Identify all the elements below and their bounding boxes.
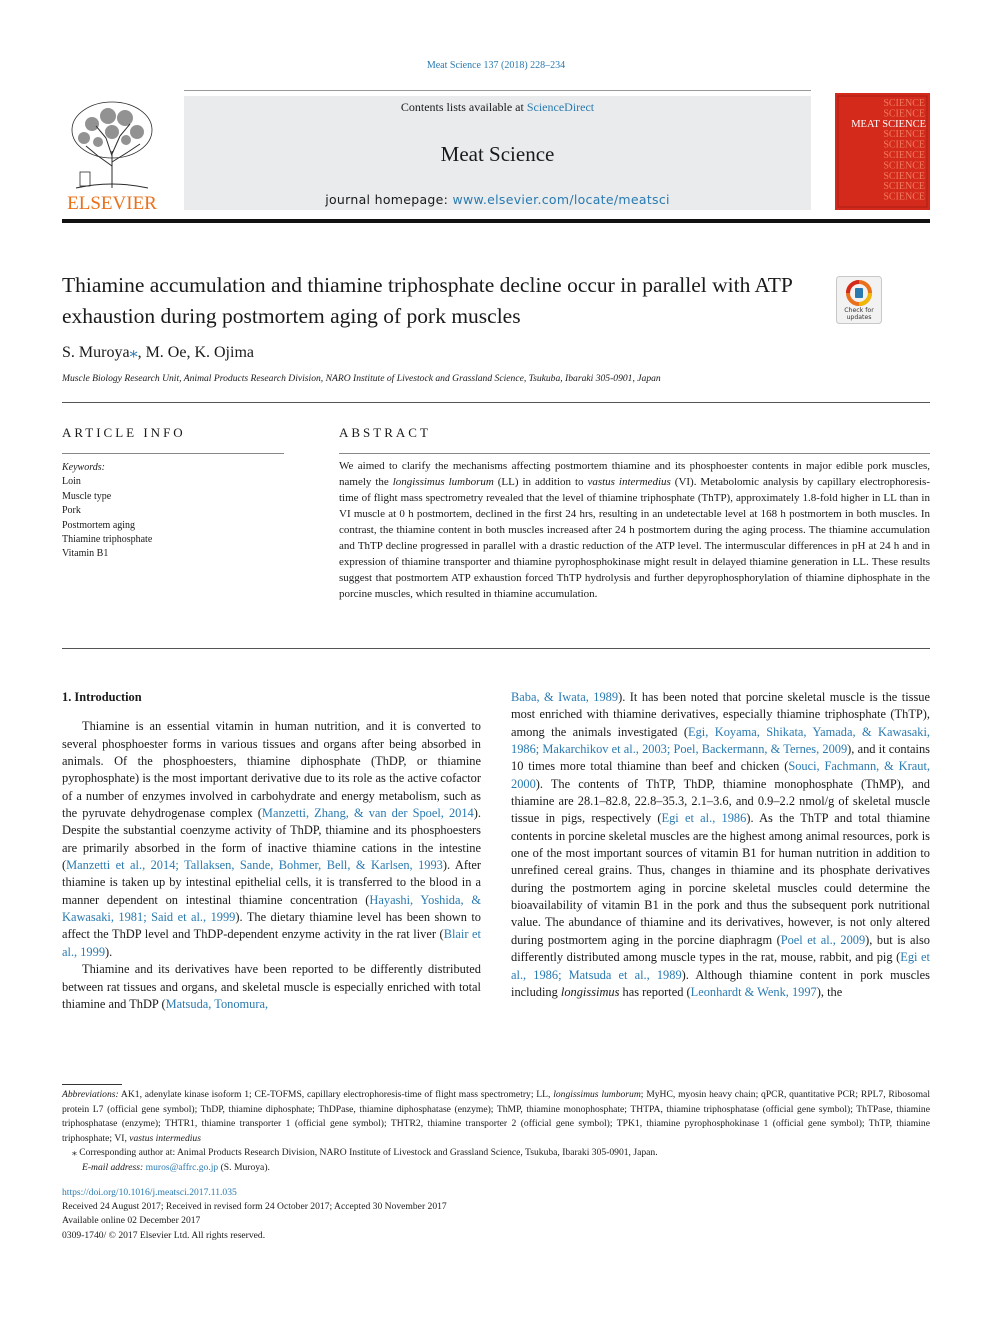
text-segment: ), but is also differently distributed among muscle types in the rat, mouse, rabbit, and pig ( [511, 932, 930, 965]
check-for-updates-button[interactable] [836, 276, 882, 324]
text-segment: Corresponding author at: Animal Products Research Division, NARO Institute of Livestock and Grassland Science, Tsukuba, Ibaraki 305-0901, Japan. [76, 1147, 658, 1158]
text-segment: ). Although thiamine content in pork muscles including [511, 967, 931, 999]
abstract-italic-term: longissimus lumborum [392, 475, 494, 488]
body-column-left [62, 689, 481, 1013]
body-paragraph [62, 961, 481, 1013]
citation-link[interactable]: Manzetti, Zhang, & van der Spoel, 2014 [261, 806, 474, 821]
italic-term: longissimus [560, 984, 620, 999]
footnotes [62, 1088, 930, 1175]
elsevier-logo[interactable] [62, 96, 162, 212]
journal-cover-image [835, 93, 930, 210]
citation-link[interactable]: Baba, & Iwata, 1989 [511, 690, 619, 704]
journal-homepage-line [184, 192, 811, 207]
doi-link[interactable]: https://doi.org/10.1016/j.meatsci.2017.11.035 [62, 1187, 237, 1198]
cover-word: SCIENCE [883, 139, 925, 151]
publisher-name: ELSEVIER [67, 193, 157, 212]
text-segment: ). It has been noted that porcine skeletal muscle is the tissue most enriched with thiamine derivatives, especially thiamine triphosphate (ThTP), among the animals investigated ( [511, 690, 930, 739]
section-heading-introduction: 1. Introduction [62, 690, 142, 704]
text-segment: ). The contents of ThTP, ThDP, thiamine monophosphate (ThMP), and thiamine are 28.1–82.8, 22.8–35.3, 2.1–3.6, and 0.9–2.2 nmol/g of skeletal muscle tissue in pigs, respectively ( [511, 776, 930, 826]
body-paragraph [511, 689, 930, 1001]
keyword-item: Pork [62, 505, 81, 517]
text-segment: ). After thiamine is taken up by intestinal epithelial cells, it is transferred to the blood in a manner dependent on intestinal thiamine concentration ( [62, 858, 482, 907]
cover-word: SCIENCE [883, 160, 925, 172]
article-title: Thiamine accumulation and thiamine triphosphate decline occur in parallel with ATP exhaustion during postmortem aging of pork muscles [62, 273, 792, 328]
other-authors: , M. Oe, K. Ojima [137, 344, 254, 361]
article-metadata [62, 1186, 930, 1243]
cover-word: SCIENCE [883, 98, 925, 109]
keyword-item: Vitamin B1 [62, 548, 109, 560]
body-column-right [511, 689, 930, 1001]
abstract-segment: (VI). Metabolomic analysis by capillary electrophoresis-time of flight mass spectrometry revealed that the level of thiamine triphosphate (ThTP), approximately 1.8-fold higher in LL than in VI muscle at 0 h postmortem, declined in the first 24 hrs, resulting in an undetectable level at 168 h postmortem in both muscles. In contrast, the thiamine content in both muscles increased after 24 h postmortem during the aging process. The thiamine accumulation and ThTP decline progressed in parallel with a drastic reduction of the ATP level. The intermuscular differences in pH at 24 h and in expression of thiamine transporter and thiamine pyrophosphokinase might result in delayed thiamine generation in LL. These results suggest that postmortem ATP exhaustion forced ThTP hydrolysis and further depyrophosphorylation of thiamine diphosphate in the porcine muscles, which resulted in thiamine accumulation. [339, 475, 930, 600]
keywords-label: Keywords: [62, 462, 105, 473]
footnote-rule [62, 1084, 122, 1085]
contents-available-line [184, 100, 811, 115]
keyword-item: Postmortem aging [62, 519, 136, 531]
sciencedirect-link[interactable]: ScienceDirect [526, 100, 595, 114]
text-segment: ; MyHC, myosin heavy chain; qPCR, quantitative PCR; RPL7, Ribosomal protein L7 (official gene symbol); ThDP, thiamine diphosphate; ThDPase, thiamine diphosphatase (enzyme); ThMP, thiamine monophosphate; THTPA, thiamine triphosphatase (official gene symbol); ThTPase, thiamine triphosphatase (enzyme); THTR1, thiamine transporter 1 (official gene symbol); THTR2, thiamine transporter 2 (official gene symbol); TPK1, thiamine pyrophosphokinase 1 (official gene symbol); ThTP, thiamine triphosphate; VI, [62, 1089, 930, 1144]
footnote-mark: ⁎ [72, 1147, 77, 1158]
homepage-prefix: journal homepage: [325, 192, 453, 207]
cover-word: MEAT SCIENCE [851, 118, 926, 130]
cover-word: SCIENCE [883, 181, 925, 193]
abstract-divider [62, 648, 930, 649]
cover-word: SCIENCE [883, 129, 925, 141]
citation-link[interactable]: Egi et al., 1986 [661, 811, 747, 826]
text-segment: ). The dietary thiamine level has been shown to affect the ThDP level and ThDP-dependent enzyme activity in the rat liver ( [62, 910, 482, 942]
elsevier-tree-icon [62, 96, 162, 212]
email-link[interactable]: muros@affrc.go.jp [145, 1161, 219, 1173]
journal-citation-link[interactable]: Meat Science 137 (2018) 228–234 [426, 60, 566, 71]
keyword-item: Muscle type [62, 490, 112, 502]
citation-link[interactable]: Egi, Koyama, Shikata, Yamada, & Kawasaki, 1986; Makarchikov et al., 2003; Poel, Backermann, & Ternes, 2009 [511, 724, 930, 757]
abbreviations-footnote [62, 1088, 930, 1146]
abstract-italic-term: vastus intermedius [587, 475, 671, 488]
text-segment: Thiamine is an essential vitamin in human nutrition, and it is converted to several phosphoester forms in various tissues and organs after being absorbed in animals. Of the phosphoesters, thiamine diphosphate (ThDP, or thiamine pyrophosphate) is the most important derivative due to its role as the active cofactor of a number of enzymes involved in carbohydrate and energy metabolism, such as the pyruvate dehydrogenase complex ( [62, 719, 481, 821]
abstract-heading: ABSTRACT [339, 425, 431, 440]
text-segment: AK1, adenylate kinase isoform 1; CE-TOFMS, capillary electrophoresis-time of flight mass spectrometry; LL, [118, 1089, 554, 1100]
italic-term: vastus intermedius [129, 1132, 201, 1144]
header-top-rule [184, 90, 811, 91]
citation-link[interactable]: Blair et al., 1999 [62, 927, 481, 959]
journal-name: Meat Science [440, 142, 555, 166]
text-segment: ), and it contains 10 times more total thiamine than beef and chicken ( [511, 742, 930, 774]
citation-link[interactable]: Hayashi, Yoshida, & Kawasaki, 1981; Said et al., 1999 [62, 892, 481, 925]
author-1: S. Muroya [62, 344, 130, 361]
homepage-link[interactable]: www.elsevier.com/locate/meatsci [452, 192, 670, 207]
text-segment: (S. Muroya). [218, 1161, 270, 1173]
abstract-segment: (LL) in addition to [493, 475, 588, 488]
header-divider [62, 219, 930, 223]
citation-link[interactable]: Egi et al., 1986; Matsuda et al., 1989 [511, 950, 930, 982]
corresponding-author-footnote [62, 1146, 930, 1161]
citation-link[interactable]: Souci, Fachmann, & Kraut, 2000 [511, 759, 930, 791]
email-label: E-mail address: [82, 1161, 144, 1173]
available-online-date: Available online 02 December 2017 [62, 1215, 201, 1227]
text-segment: has reported ( [619, 984, 691, 999]
citation-link[interactable]: Poel et al., 2009 [780, 932, 866, 947]
citation-link[interactable]: Manzetti et al., 2014; Tallaksen, Sande, Bohmer, Bell, & Karlsen, 1993 [66, 858, 443, 873]
text-segment: ). [105, 944, 113, 959]
body-paragraph [62, 718, 481, 961]
abstract-rule [339, 453, 930, 454]
cover-word: SCIENCE [883, 191, 925, 203]
email-footnote [62, 1161, 930, 1176]
keywords-block [62, 461, 284, 562]
abstract-segment: We aimed to clarify the mechanisms affecting postmortem thiamine and its phosphoester contents in major edible pork muscles, namely the [339, 460, 930, 488]
corresponding-author-mark[interactable]: ⁎ [129, 344, 138, 361]
received-dates: Received 24 August 2017; Received in revised form 24 October 2017; Accepted 30 November 2017 [62, 1201, 447, 1213]
author-list [62, 342, 254, 362]
title-divider [62, 402, 930, 403]
text-segment: Thiamine and its derivatives have been reported to be differently distributed between rat tissues and organs, and skeletal muscle is especially enriched with total thiamine and ThDP ( [62, 962, 481, 1011]
italic-term: longissimus lumborum [553, 1089, 641, 1100]
author-affiliation: Muscle Biology Research Unit, Animal Products Research Division, NARO Institute of Livestock and Grassland Science, Tsukuba, Ibaraki 305-0901, Japan [62, 373, 661, 384]
copyright-line: 0309-1740/ © 2017 Elsevier Ltd. All rights reserved. [62, 1229, 266, 1241]
check-for-updates-label: Check for updates [844, 307, 874, 321]
journal-cover-thumbnail[interactable] [835, 93, 930, 210]
cover-word: SCIENCE [883, 108, 925, 120]
contents-prefix: Contents lists available at [400, 100, 527, 114]
citation-link[interactable]: Leonhardt & Wenk, 1997 [690, 984, 817, 999]
cover-word: SCIENCE [883, 150, 925, 161]
article-info-rule [62, 453, 284, 454]
text-segment: ). Despite the substantial coenzyme activity of ThDP, thiamine and its phosphoesters are primarily absorbed in the form of inactive thiamine cations in the intestine ( [62, 806, 481, 873]
text-segment: ). As the ThTP and total thiamine contents in porcine skeletal muscles are the highest among animal resources, pork is one of the most important sources of vitamin B1 for human nutrition in addition to unrefined cereal grains. Thus, changes in thiamine and its phosphate derivatives during the postmortem aging in porcine skeletal muscles could determine the bioavailability of vitamin B1 in the pork and thus the subsequent pork nutritional value. The abundance of thiamine and its derivatives, however, is not only altered during postmortem aging in the porcine diaphragm ( [511, 811, 930, 947]
citation-link[interactable]: Matsuda, Tonomura, [165, 996, 269, 1011]
abbreviations-label: Abbreviations: [62, 1089, 119, 1100]
article-info-heading: ARTICLE INFO [62, 425, 186, 440]
keyword-item: Thiamine triphosphate [62, 534, 153, 546]
cover-word: SCIENCE [883, 170, 925, 182]
keyword-item: Loin [62, 476, 81, 488]
text-segment: ), the [816, 984, 843, 999]
abstract-text [339, 459, 930, 603]
